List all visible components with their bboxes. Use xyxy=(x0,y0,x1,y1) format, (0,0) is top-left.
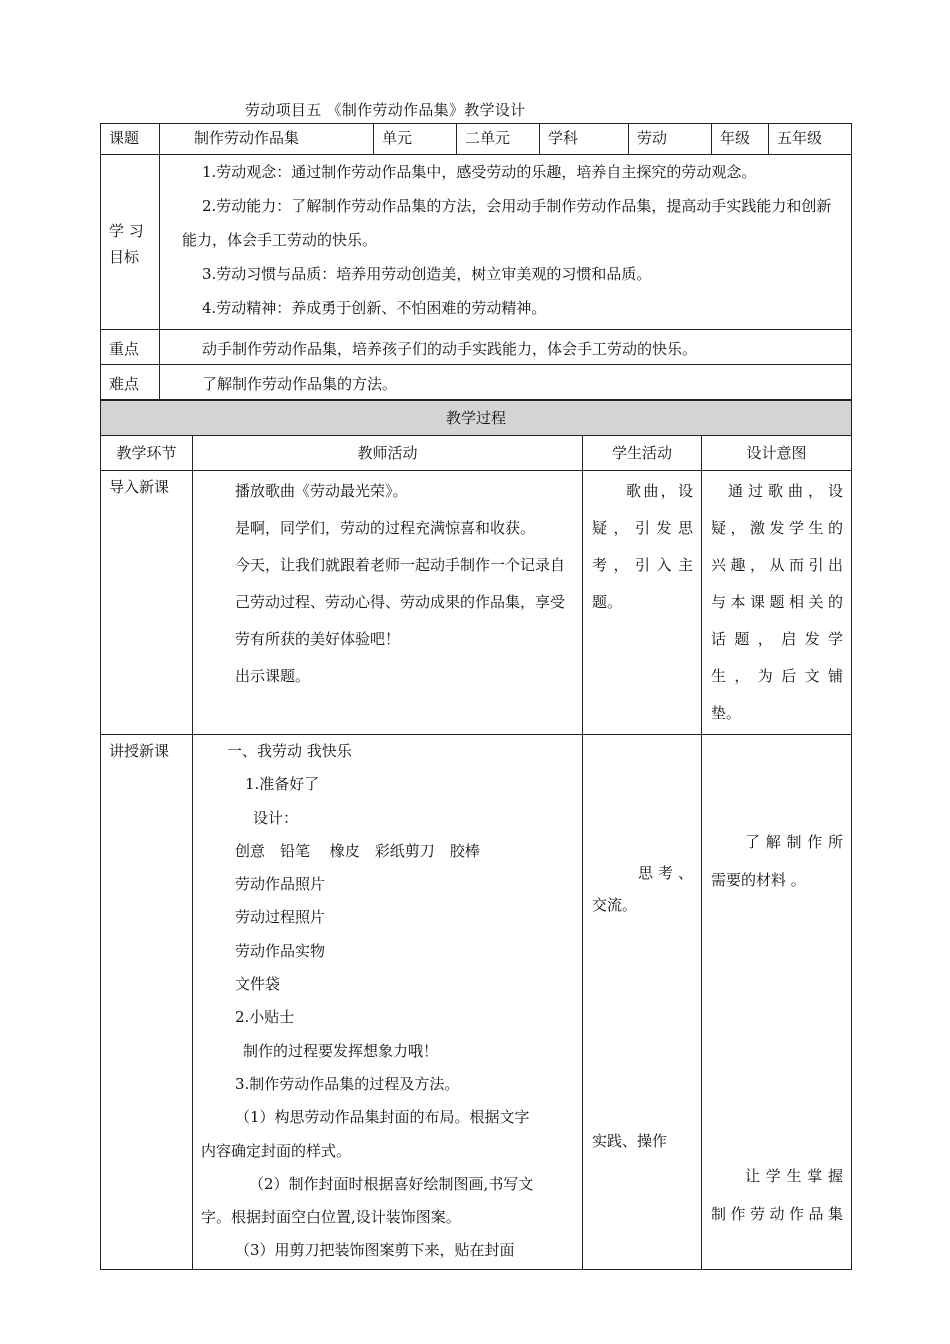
teacher-line: 内容确定封面的样式。 xyxy=(201,1141,352,1160)
teacher-line: 出示课题。 xyxy=(235,667,311,685)
objective-item: 2.劳动能力：了解制作劳动作品集的方法，会用动手制作劳动作品集，提高动手实践能力和创新能力，体会手工劳动的快乐。 xyxy=(182,197,832,249)
intent-line: 制作劳动作品集 xyxy=(711,1205,844,1223)
key-point-label: 重点 xyxy=(101,330,160,365)
student-line: 思考、 xyxy=(638,864,693,882)
objectives-content xyxy=(160,155,852,330)
student-line: 歌曲，设 xyxy=(626,482,693,500)
teacher-line: 播放歌曲《劳动最光荣》。 xyxy=(235,482,408,500)
teacher-line: 设计： xyxy=(253,808,299,827)
objective-item: 1.劳动观念：通过制作劳动作品集中，感受劳动的乐趣，培养自主探究的劳动观念。 xyxy=(202,163,757,181)
header-student: 学生活动 xyxy=(583,436,702,471)
intro-student xyxy=(583,471,702,735)
unit-value: 二单元 xyxy=(457,124,540,155)
intro-stage: 导入新课 xyxy=(101,471,193,735)
intent-line: 了解制作所 xyxy=(745,833,844,851)
difficulty-label: 难点 xyxy=(101,365,160,400)
teacher-line: （3）用剪刀把装饰图案剪下来，贴在封面 xyxy=(235,1241,515,1260)
objective-item: 3.劳动习惯与品质：培养用劳动创造美，树立审美观的习惯和品质。 xyxy=(202,265,652,283)
student-line: 考，引入主 xyxy=(592,556,693,574)
lecture-intent-block-2 xyxy=(711,1157,843,1233)
teacher-line: 创意 铅笔 橡皮 彩纸剪刀 胶棒 xyxy=(235,841,480,860)
overview-table xyxy=(100,123,852,400)
grade-value: 五年级 xyxy=(769,124,852,155)
objective-item: 4.劳动精神：养成勇于创新、不怕困难的劳动精神。 xyxy=(202,299,547,317)
header-teacher: 教师活动 xyxy=(193,436,583,471)
document-title: 劳动项目五 《制作劳动作品集》教学设计 xyxy=(245,101,526,119)
intent-line: 疑，激发学生的 xyxy=(711,519,844,537)
student-line: 疑，引发思 xyxy=(592,519,693,537)
teacher-line: （1）构思劳动作品集封面的布局。根据文字 xyxy=(235,1108,530,1127)
teacher-line: 今天，让我们就跟着老师一起动手制作一个记录自 xyxy=(235,556,566,574)
teacher-line: 劳有所获的美好体验吧！ xyxy=(235,630,401,648)
teacher-line: 1.准备好了 xyxy=(245,775,320,794)
teacher-line: 制作的过程要发挥想象力哦！ xyxy=(243,1041,439,1060)
teacher-line: 劳动过程照片 xyxy=(235,908,326,927)
lecture-intent xyxy=(702,735,852,1270)
unit-label: 单元 xyxy=(374,124,457,155)
key-point-text: 动手制作劳动作品集，培养孩子们的动手实践能力，体会手工劳动的快乐。 xyxy=(160,330,852,365)
teacher-line: （2）制作封面时根据喜好绘制图画,书写文 xyxy=(249,1174,534,1193)
header-intent: 设计意图 xyxy=(702,436,852,471)
intent-line: 生，为后文铺 xyxy=(711,667,844,685)
difficulty-text: 了解制作劳动作品集的方法。 xyxy=(160,365,852,400)
teacher-line: 3.制作劳动作品集的过程及方法。 xyxy=(235,1074,460,1093)
teacher-line: 2.小贴士 xyxy=(235,1008,295,1027)
subject-value: 劳动 xyxy=(629,124,712,155)
teacher-line: 字。根据封面空白位置,设计装饰图案。 xyxy=(201,1208,461,1227)
lecture-student xyxy=(583,735,702,1270)
teacher-line: 劳动作品照片 xyxy=(235,875,326,894)
intent-line: 通过歌曲，设 xyxy=(728,482,844,500)
lecture-student-block-2: 实践、操作 xyxy=(592,1132,668,1150)
teacher-line: 劳动作品实物 xyxy=(235,941,326,960)
lecture-stage: 讲授新课 xyxy=(101,735,193,1270)
teacher-line: 文件袋 xyxy=(235,975,281,994)
objectives-label xyxy=(101,155,160,330)
intent-line: 需要的材料 。 xyxy=(711,871,806,889)
grade-label: 年级 xyxy=(712,124,769,155)
intent-line: 与本课题相关的 xyxy=(711,593,844,611)
process-title: 教学过程 xyxy=(101,401,852,436)
objectives-label-line1: 学 习 xyxy=(109,222,144,240)
intro-teacher xyxy=(193,471,583,735)
intro-intent xyxy=(702,471,852,735)
intent-line: 兴趣，从而引出 xyxy=(711,556,844,574)
student-line: 交流。 xyxy=(592,896,638,914)
header-stage: 教学环节 xyxy=(101,436,193,471)
objectives-label-line2: 目标 xyxy=(109,248,140,266)
lecture-student-block-1 xyxy=(592,857,693,921)
student-line: 题。 xyxy=(592,593,623,611)
process-table xyxy=(100,400,852,1270)
lecture-teacher xyxy=(193,735,583,1270)
intent-line: 垫。 xyxy=(711,704,742,722)
lecture-intent-block-1 xyxy=(711,823,843,899)
intent-line: 话题，启发学 xyxy=(711,630,844,648)
subject-label: 学科 xyxy=(540,124,629,155)
teacher-line: 一、我劳动 我快乐 xyxy=(227,742,352,760)
teacher-line: 己劳动过程、劳动心得、劳动成果的作品集，享受 xyxy=(235,593,566,611)
topic-label: 课题 xyxy=(101,124,160,155)
topic-value: 制作劳动作品集 xyxy=(160,124,374,155)
teacher-line: 是啊，同学们，劳动的过程充满惊喜和收获。 xyxy=(235,519,536,537)
intent-line: 让学生掌握 xyxy=(745,1167,844,1185)
